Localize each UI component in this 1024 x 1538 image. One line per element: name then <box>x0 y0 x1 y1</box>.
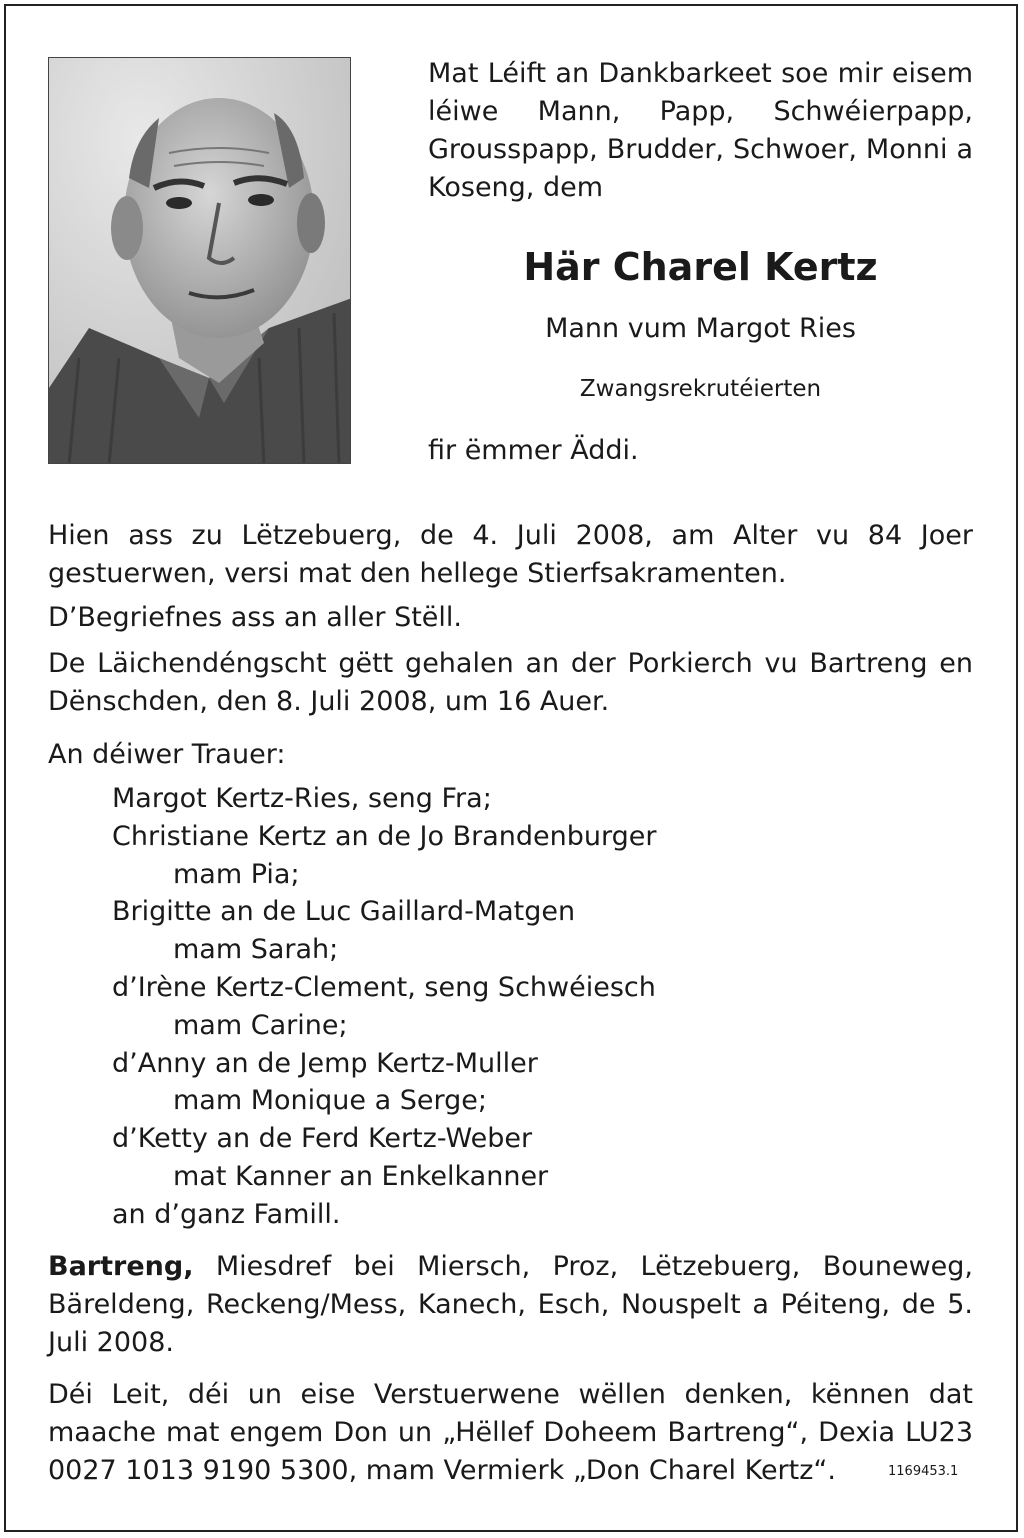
places-line1-rest: Miesdref bei Miersch, Proz, Lëtzebuerg, Bouneweg, <box>215 1251 973 1282</box>
death-line: gestuerwen, versi mat den hellege Stierfsakramenten. <box>48 558 787 589</box>
places-line: Bäreldeng, Reckeng/Mess, Kanech, Esch, Nouspelt a Péiteng, de 5. <box>48 1289 973 1320</box>
mourner-line: mam Pia; <box>173 858 300 890</box>
mourner-line: mam Carine; <box>173 1009 348 1041</box>
portrait-photo <box>48 57 351 464</box>
mass-line: De Läichendéngscht gëtt gehalen an der Porkierch vu Bartreng en <box>48 648 973 679</box>
deceased-spouse: Mann vum Margot Ries <box>545 313 856 344</box>
mourner-line: Margot Kertz-Ries, seng Fra; <box>112 783 492 814</box>
places-line <box>48 1248 973 1286</box>
death-line: Hien ass zu Lëtzebuerg, de 4. Juli 2008, am Alter vu 84 Joer <box>48 520 973 551</box>
mourner-line: an d’ganz Famill. <box>112 1198 341 1230</box>
mass-line: Dënschden, den 8. Juli 2008, um 16 Auer. <box>48 686 610 717</box>
deceased-note: Zwangsrekrutéierten <box>579 376 822 402</box>
mourner-line: d’Ketty an de Ferd Kertz-Weber <box>112 1123 533 1155</box>
mourner-line: d’Irène Kertz-Clement, seng Schwéiesch <box>112 971 656 1003</box>
death-notice <box>48 517 973 593</box>
intro-line: léiwe Mann, Papp, Schwéierpapp, <box>428 96 973 127</box>
reference-number: 1169453.1 <box>888 1464 959 1479</box>
mourner-line: Christiane Kertz an de Jo Brandenburger <box>112 820 657 852</box>
mourner-line: Brigitte an de Luc Gaillard-Matgen <box>112 896 576 928</box>
donation-line: maache mat engem Don un „Hëllef Doheem Bartreng“, Dexia LU23 <box>48 1417 973 1448</box>
intro-line: Mat Léift an Dankbarkeet soe mir eisem <box>428 58 973 89</box>
mourner-line: d’Anny an de Jemp Kertz-Muller <box>112 1047 538 1079</box>
mourner-line: mam Monique a Serge; <box>173 1085 487 1117</box>
deceased-name: Här Charel Kertz <box>523 245 878 289</box>
places-bold: Bartreng, <box>48 1251 194 1282</box>
mourners-list <box>48 780 657 1234</box>
places-line: Juli 2008. <box>48 1327 174 1358</box>
farewell-text: fir ëmmer Äddi. <box>428 435 639 466</box>
intro-line: Koseng, dem <box>428 172 604 203</box>
places-notice <box>48 1248 973 1362</box>
mourners-heading: An déiwer Trauer: <box>48 739 286 770</box>
mourner-line: mat Kanner an Enkelkanner <box>173 1160 549 1192</box>
burial-text: D’Begriefnes ass an aller Stëll. <box>48 602 463 633</box>
donation-line: 0027 1013 9190 5300, mam Vermierk „Don Charel Kertz“. <box>48 1455 836 1486</box>
portrait-illustration <box>49 58 351 464</box>
mass-notice <box>48 645 973 721</box>
intro-text <box>428 55 973 207</box>
donation-line: Déi Leit, déi un eise Verstuerwene wëllen denken, kënnen dat <box>48 1379 973 1410</box>
donation-notice <box>48 1376 973 1490</box>
intro-line: Grousspapp, Brudder, Schwoer, Monni a <box>428 134 973 165</box>
mourner-line: mam Sarah; <box>173 934 339 966</box>
